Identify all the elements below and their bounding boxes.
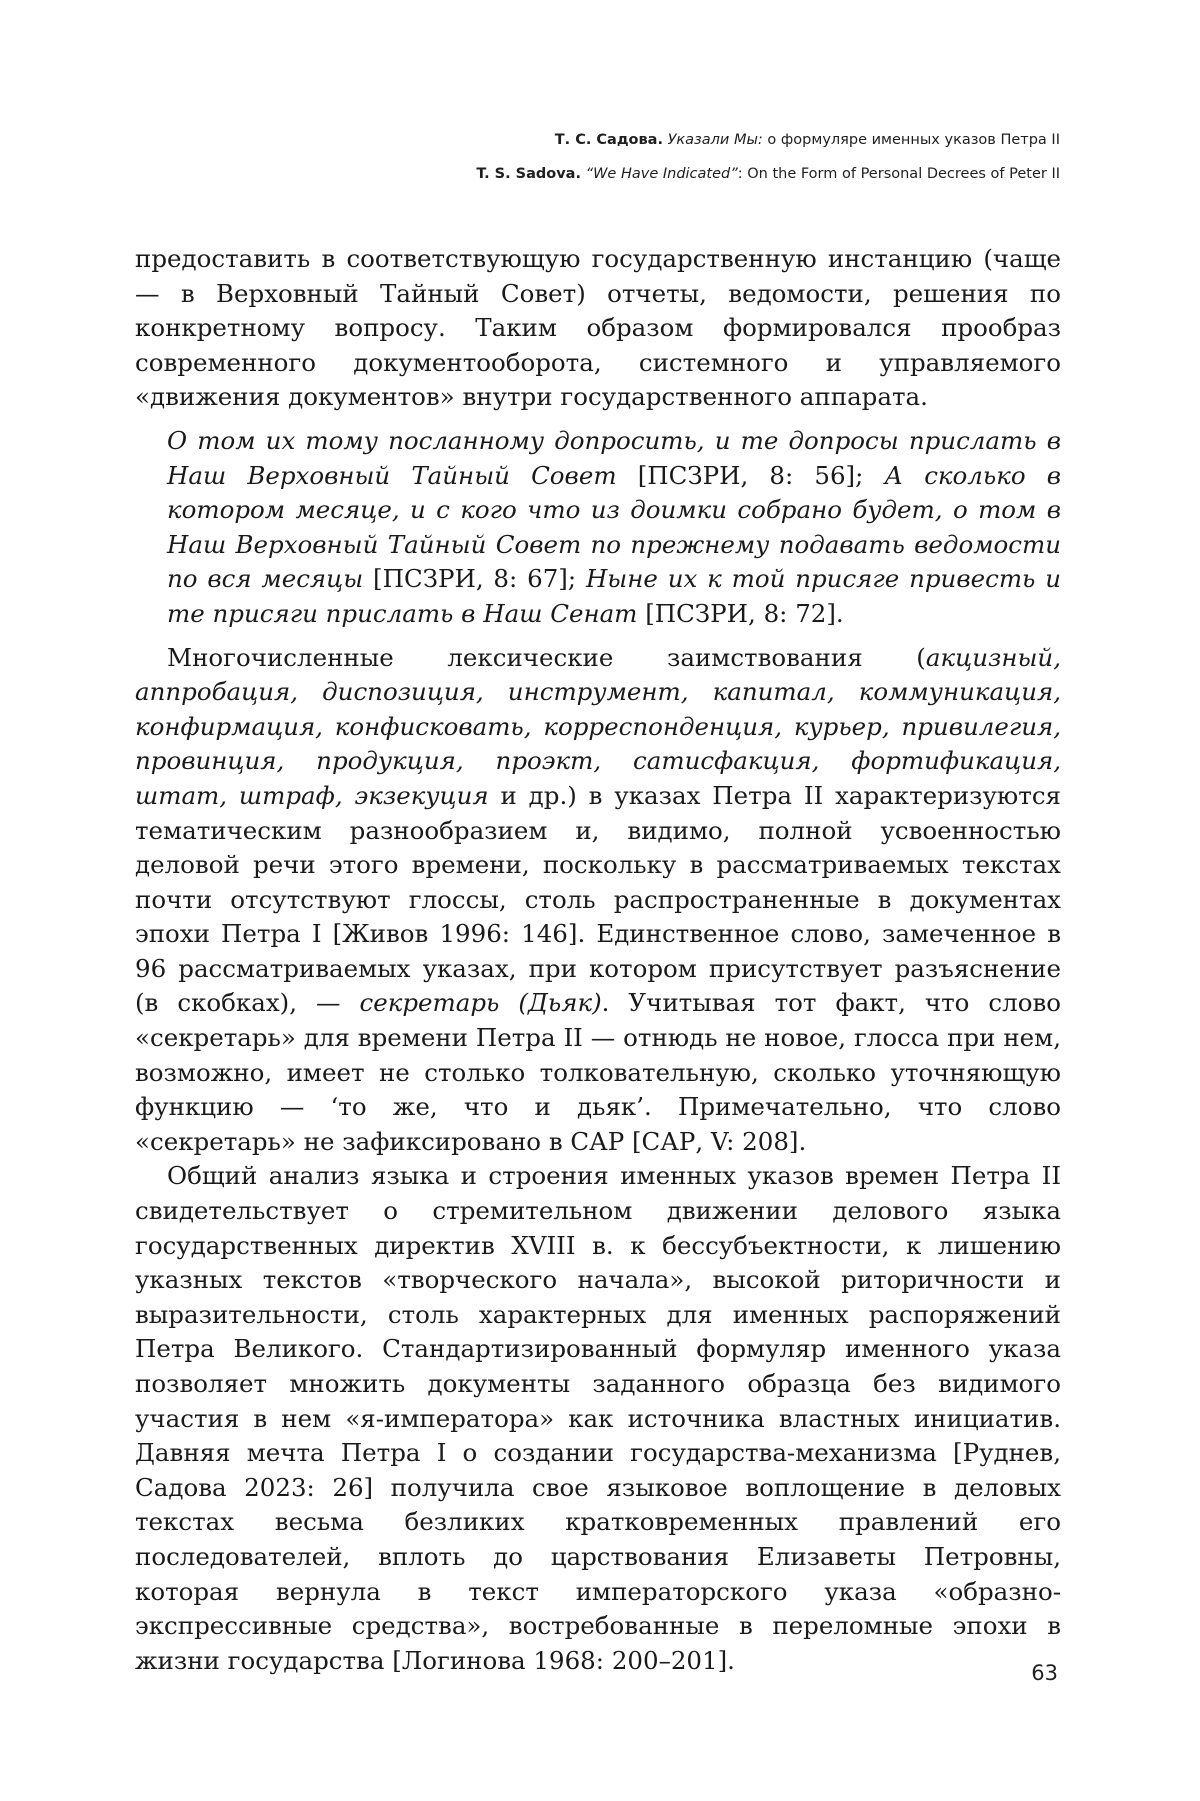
article-body: [135, 242, 1061, 1678]
quote-excerpt-1: О том их тому посланному допросить, и те допросы прислать в Наш Верховный Тайный Совет: [167, 425, 1061, 490]
borrowed-terms-list: акцизный, аппробация, диспозиция, инструмент, капитал, коммуникация, конфирмация, конфисковать, корреспонденция, курьер, привилегия, провинция, продукция, проэкт, сатисфакция, фортификация, штат, штраф, экзекуция: [135, 642, 1061, 810]
paragraph-borrowings: [135, 641, 1061, 1160]
quote-reference-2: [ПСЗРИ, 8: 67];: [363, 564, 586, 594]
quote-excerpt-3: Ныне их к той присяге привесть и те присяги прислать в Наш Сенат: [167, 564, 1061, 628]
paragraph-conclusion: Общий анализ языка и строения именных указов времен Петра II свидетельствует о стремительном движении делового языка государственных директив XVIII в. к бессубъектности, к лишению указных текстов «творческого начала», высокой риторичности и выразительности, столь характерных для именных распоряжений Петра Великого. Стандартизированный формуляр именного указа позволяет множить документы заданного образца без видимого участия в нем «я-императора» как источника властных инициатив. Давняя мечта Петра I о создании государства-механизма [Руднев, Садова 2023: 26] получила свое языковое воплощение в деловых текстах весьма безликих кратковременных правлений его последователей, вплоть до царствования Елизаветы Петровны, которая вернула в текст императорского указа «образно-экспрессивные средства», востребованные в переломные эпохи в жизни государства [Логинова 1968: 200–201].: [135, 1161, 1061, 1675]
quote-excerpt-2: А сколько в котором месяце, и с кого что из доимки собрано будет, о том в Наш Верховный Тайный Совет по прежнему подавать ведомости по вся месяцы: [167, 460, 1062, 594]
quote-reference-3: [ПСЗРИ, 8: 72].: [637, 598, 844, 628]
gloss-example: секретарь (Дьяк): [359, 988, 602, 1018]
paragraph-borrowings-middle: и др.) в указах Петра II характеризуются тематическим разнообразием и, видимо, полной усвоенностью деловой речи этого времени, поскольку в рассматриваемых текстах почти отсутствуют глоссы, столь распространенные в документах эпохи Петра I [Живов 1996: 146]. Единственное слово, замеченное в 96 рассматриваемых указах, при котором присутствует разъяснение (в скобках), —: [135, 780, 1061, 1018]
paragraph-continued: предоставить в соответствующую государственную инстанцию (чаще — в Верховный Тайный Совет) отчеты, ведомости, решения по конкретному вопросу. Таким образом формировался прообраз современного документооборота, системного и управляемого «движения документов» внутри государственного аппарата.: [135, 244, 1061, 412]
paragraph-borrowings-lead: Многочисленные лексические заимствования (: [167, 642, 926, 672]
running-header-english: [0, 157, 1060, 191]
header-author-ru: Т. С. Садова.: [554, 132, 663, 148]
running-header: [0, 123, 1060, 191]
header-title-en: : On the Form of Personal Decrees of Peter II: [737, 166, 1060, 182]
paragraph-borrowings-tail: . Учитывая тот факт, что слово «секретарь» для времени Петра II — отнюдь не новое, глосса при нем, возможно, имеет не столько толковательную, сколько уточняющую функцию — ‘то же, что и дьяк’. Примечательно, что слово «секретарь» не зафиксировано в САР [САР, V: 208].: [135, 988, 1061, 1156]
header-title-en-italic: “We Have Indicated”: [585, 166, 738, 182]
page-number: 63: [1031, 1661, 1058, 1685]
quote-reference-1: [ПСЗРИ, 8: 56];: [616, 460, 885, 490]
header-title-ru-italic: Указали Мы:: [667, 132, 763, 148]
header-title-ru: о формуляре именных указов Петра II: [762, 132, 1060, 148]
quotation-block: [167, 424, 1061, 632]
header-author-en: T. S. Sadova.: [476, 166, 581, 182]
running-header-russian: [0, 123, 1060, 157]
